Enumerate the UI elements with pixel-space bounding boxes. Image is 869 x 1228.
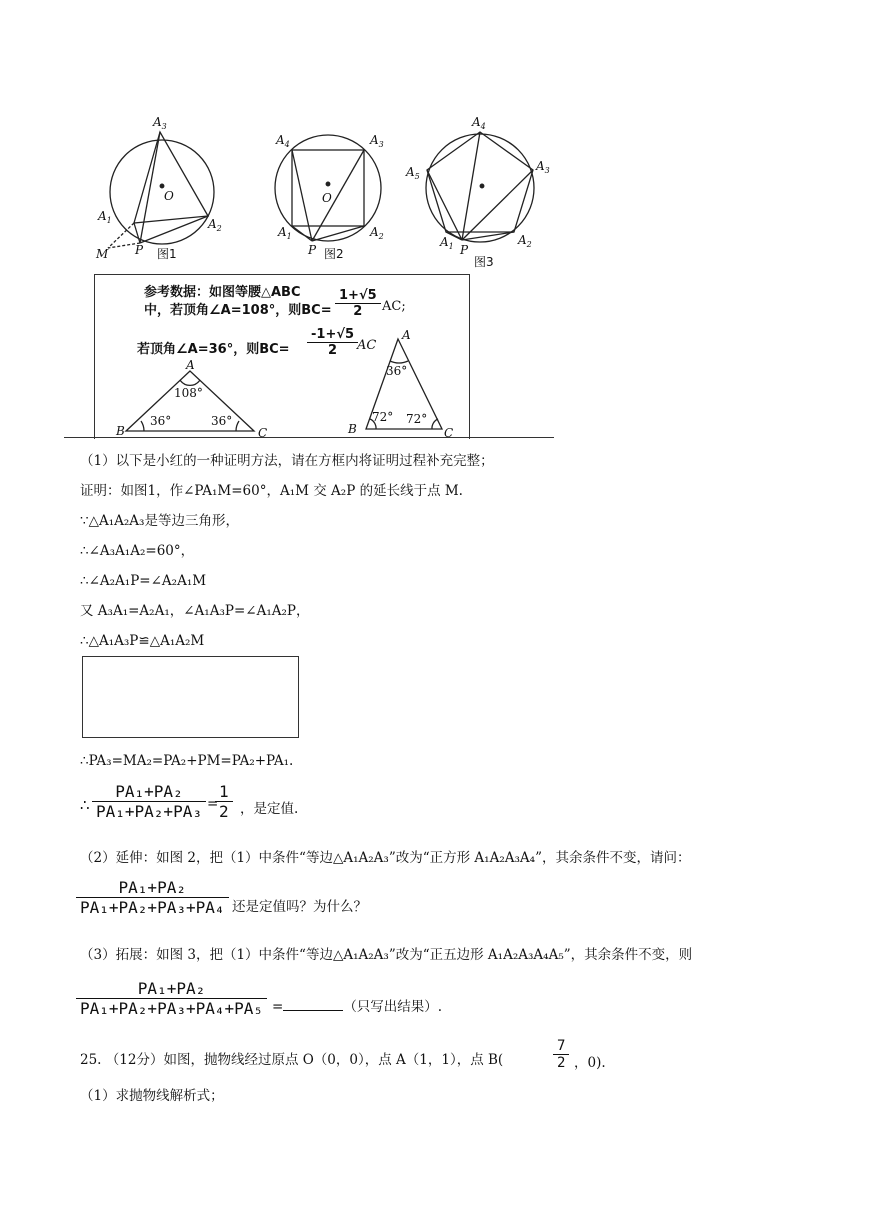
figure-3 xyxy=(426,132,534,242)
tri1-vertex-c: C xyxy=(258,426,268,437)
reference-frac-1 xyxy=(335,288,381,319)
therefore-symbol: ∴ xyxy=(80,796,90,814)
tri2-angle-c: 72° xyxy=(406,412,428,426)
reference-frac-1-den: 2 xyxy=(335,303,381,319)
fig1-label-m: M xyxy=(96,247,109,261)
q25-b-frac xyxy=(553,1038,569,1071)
figure-1 xyxy=(108,132,214,248)
q1-conclusion-value-num: 1 xyxy=(219,782,229,801)
fig1-label-a1: $A_1$ xyxy=(98,209,112,225)
fig2-label-o: O xyxy=(322,191,332,205)
q3-eq xyxy=(272,995,442,1015)
fig2-caption: 图2 xyxy=(324,247,344,261)
q3-tail: （只写出结果）. xyxy=(343,999,443,1015)
q2-tail: 还是定值吗？为什么？ xyxy=(232,899,367,915)
tri1-angle-a: 108° xyxy=(174,386,203,400)
fig3-label-a3: $A_3$ xyxy=(536,159,550,175)
tri2-vertex-c: C xyxy=(444,426,454,437)
tri2-vertex-a: A xyxy=(402,328,411,342)
q1-proof-1: 证明：如图1，作∠PA₁M=60°，A₁M 交 A₂P 的延长线于点 M. xyxy=(80,483,463,499)
tri2-vertex-b: B xyxy=(348,422,357,436)
fig2-label-p: P xyxy=(308,243,317,257)
reference-line-1: 参考数据：如图等腰△ABC xyxy=(144,285,301,300)
figure-2 xyxy=(275,135,381,241)
q25-b-den: 2 xyxy=(553,1054,569,1071)
q1-conclusion-frac xyxy=(92,782,206,821)
fig1-label-o: O xyxy=(164,189,174,203)
tri1-angle-c: 36° xyxy=(211,414,233,428)
q1-proof-4: ∴∠A₂A₁P=∠A₂A₁M xyxy=(80,573,207,589)
reference-frac-2-num: -1+√5 xyxy=(311,327,355,342)
reference-frac-2-den: 2 xyxy=(307,342,358,358)
q1-conclusion-num: PA₁+PA₂ xyxy=(115,782,183,801)
q1-intro: （1）以下是小红的一种证明方法，请在方框内将证明过程补充完整； xyxy=(80,453,494,469)
q25-text: 25. （12分）如图，抛物线经过原点 O（0，0），点 A（1，1），点 B( xyxy=(80,1052,504,1068)
q1-proof-3: ∴∠A₃A₁A₂=60°， xyxy=(80,543,195,559)
q2-frac xyxy=(76,878,229,917)
q3-text: （3）拓展：如图 3，把（1）中条件“等边△A₁A₂A₃”改为“正五边形 A₁A₂A₃A₄A₅”，其余条件不变，则 xyxy=(80,947,693,963)
q2-text: （2）延伸：如图 2，把（1）中条件“等边△A₁A₂A₃”改为“正方形 A₁A₂A₃A₄”，其余条件不变，请问： xyxy=(80,850,691,866)
fig2-label-a3: $A_3$ xyxy=(370,133,384,149)
q3-frac xyxy=(76,979,267,1018)
tri1-angle-b: 36° xyxy=(150,414,172,428)
fig3-label-a5: $A_5$ xyxy=(406,165,420,181)
reference-baseline xyxy=(64,437,554,438)
q1-conclusion-value-den: 2 xyxy=(215,801,233,821)
fig3-label-a4: $A_4$ xyxy=(472,115,486,131)
fig3-label-p: P xyxy=(460,243,469,257)
fig3-label-a1: $A_1$ xyxy=(440,235,454,251)
q1-conclusion-tail: ，是定值. xyxy=(240,801,299,817)
q3-frac-den: PA₁+PA₂+PA₃+PA₄+PA₅ xyxy=(76,998,267,1018)
q1-proof-2: ∵△A₁A₂A₃是等边三角形， xyxy=(80,513,239,529)
q1-conclusion-value xyxy=(215,782,233,821)
reference-line-2b: AC; xyxy=(382,299,406,314)
fig1-label-p: P xyxy=(135,243,144,257)
fig2-label-a4: $A_4$ xyxy=(276,133,290,149)
reference-line-3b: AC xyxy=(357,338,377,353)
q2-frac-den: PA₁+PA₂+PA₃+PA₄ xyxy=(76,897,229,917)
fig1-label-a3: $A_3$ xyxy=(153,115,167,131)
tri1-vertex-b: B xyxy=(116,424,125,437)
tri2-angle-a: 36° xyxy=(386,364,408,378)
tri1-vertex-a: A xyxy=(186,358,195,372)
reference-line-3a: 若顶角∠A=36°，则BC= xyxy=(137,342,290,357)
reference-triangles xyxy=(94,325,468,437)
q1-conclusion-den: PA₁+PA₂+PA₃ xyxy=(92,801,206,821)
q3-frac-num: PA₁+PA₂ xyxy=(137,979,206,998)
proof-answer-box[interactable] xyxy=(82,656,299,738)
fig1-label-a2: $A_2$ xyxy=(208,217,222,233)
triangle-108 xyxy=(126,371,254,431)
q1-conclusion-eq: = xyxy=(207,796,219,812)
reference-frac-1-num: 1+√5 xyxy=(339,288,377,303)
figures-row xyxy=(90,108,560,273)
q1-proof-5: 又 A₃A₁=A₂A₁，∠A₁A₃P=∠A₁A₂P， xyxy=(80,603,310,619)
fig2-label-a1: $A_1$ xyxy=(278,225,292,241)
fig3-label-a2: $A_2$ xyxy=(518,233,532,249)
q25-b-tail: ，0). xyxy=(574,1055,606,1071)
q1-proof-6: ∴△A₁A₃P≌△A₁A₂M xyxy=(80,633,205,649)
q3-eq-sign: = xyxy=(272,999,284,1015)
fig2-label-a2: $A_2$ xyxy=(370,225,384,241)
q25-b-num: 7 xyxy=(557,1038,566,1054)
fig1-caption: 图1 xyxy=(157,247,177,261)
q1-proof-7: ∴PA₃=MA₂=PA₂+PM=PA₂+PA₁. xyxy=(80,753,294,769)
q3-answer-blank[interactable] xyxy=(283,998,343,1011)
reference-line-2a: 中，若顶角∠A=108°，则BC= xyxy=(144,303,332,318)
tri2-angle-b: 72° xyxy=(372,410,394,424)
q2-frac-num: PA₁+PA₂ xyxy=(118,878,186,897)
fig3-caption: 图3 xyxy=(474,255,494,269)
q25-sub-1: （1）求抛物线解析式； xyxy=(80,1088,224,1104)
